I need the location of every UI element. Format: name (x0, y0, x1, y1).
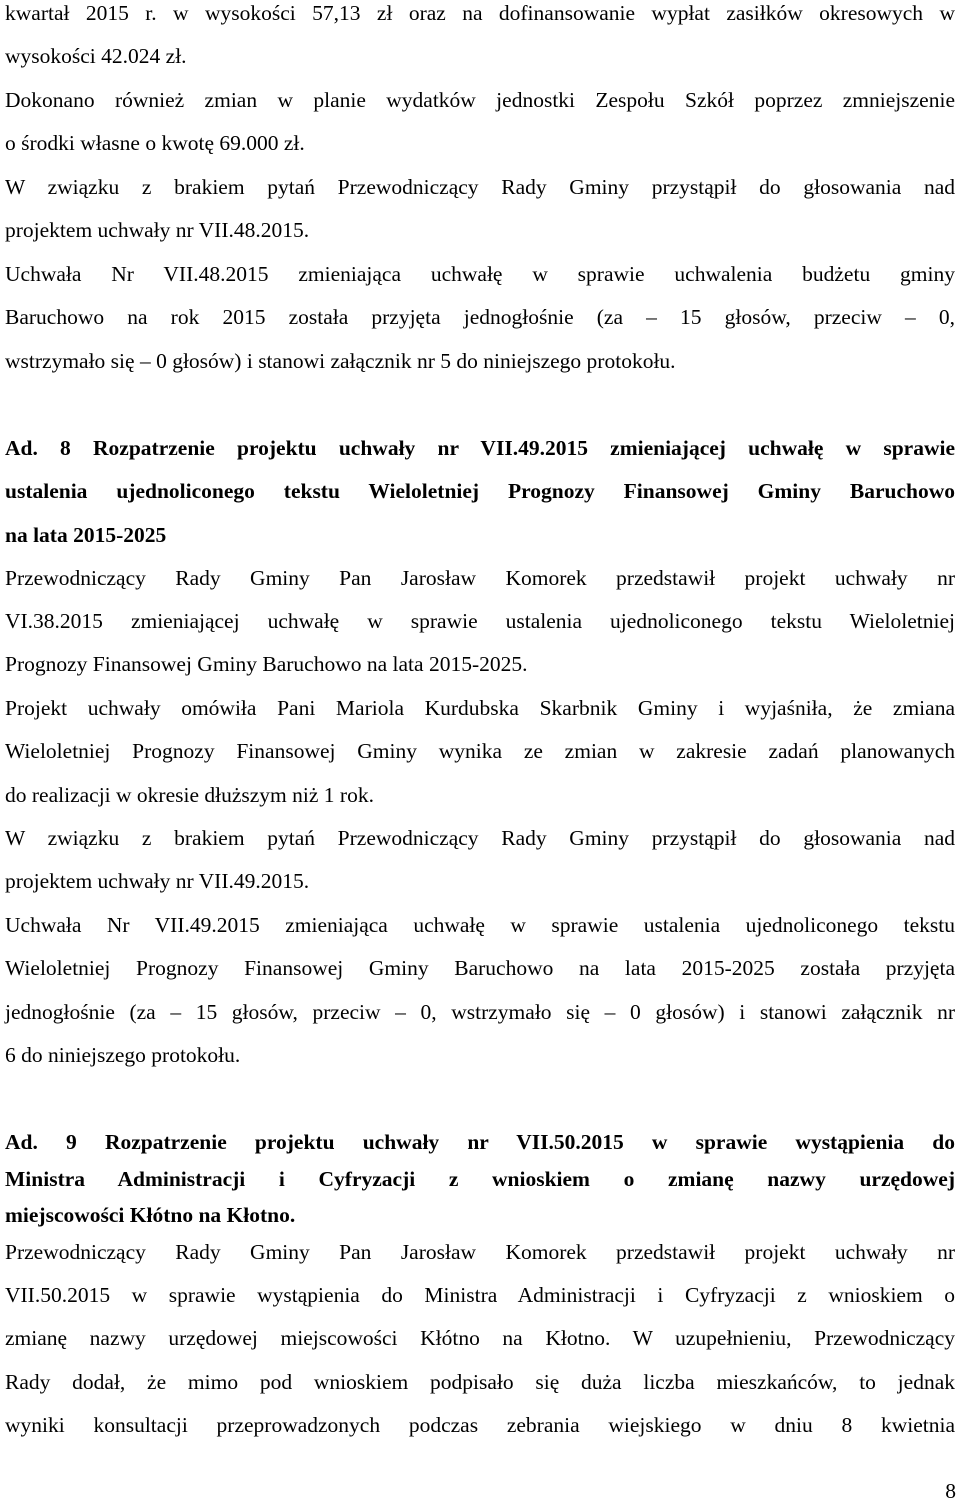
body-text-line: Przewodniczący Rady Gminy Pan Jarosław Komorek przedstawił projekt uchwały nr (5, 566, 955, 590)
body-text-line: Rady dodał, że mimo pod wnioskiem podpisało się duża liczba mieszkańców, to jednak (5, 1370, 955, 1394)
body-text-line: W związku z brakiem pytań Przewodniczący Rady Gminy przystąpił do głosowania nad (5, 826, 955, 850)
body-text-line: do realizacji w okresie dłuższym niż 1 rok. (5, 783, 374, 807)
body-text-line: wyniki konsultacji przeprowadzonych podczas zebrania wiejskiego w dniu 8 kwietnia (5, 1413, 955, 1437)
body-text-line: wysokości 42.024 zł. (5, 44, 187, 68)
body-text-line: o środki własne o kwotę 69.000 zł. (5, 131, 305, 155)
body-text-line: Prognozy Finansowej Gminy Baruchowo na lata 2015-2025. (5, 652, 528, 676)
body-text-line: VII.50.2015 w sprawie wystąpienia do Ministra Administracji i Cyfryzacji z wnioskiem o (5, 1283, 955, 1307)
body-text-line: Projekt uchwały omówiła Pani Mariola Kurdubska Skarbnik Gminy i wyjaśniła, że zmiana (5, 696, 955, 720)
body-text-line: Baruchowo na rok 2015 została przyjęta jednogłośnie (za – 15 głosów, przeciw – 0, (5, 305, 955, 329)
body-text-line: Wieloletniej Prognozy Finansowej Gminy wynika ze zmian w zakresie zadań planowanych (5, 739, 955, 763)
section-heading-line: Ad. 8 Rozpatrzenie projektu uchwały nr VII.49.2015 zmieniającej uchwałę w sprawie (5, 436, 955, 460)
body-text-line: Uchwała Nr VII.49.2015 zmieniająca uchwałę w sprawie ustalenia ujednoliconego tekstu (5, 913, 955, 937)
body-text-line: 6 do niniejszego protokołu. (5, 1043, 241, 1067)
body-text-line: projektem uchwały nr VII.48.2015. (5, 218, 310, 242)
section-heading-line: miejscowości Kłótno na Kłotno. (5, 1203, 296, 1227)
body-text-line: projektem uchwały nr VII.49.2015. (5, 869, 310, 893)
body-text-line: W związku z brakiem pytań Przewodniczący Rady Gminy przystąpił do głosowania nad (5, 175, 955, 199)
page-number: 8 (945, 1479, 956, 1503)
section-heading-line: Ministra Administracji i Cyfryzacji z wnioskiem o zmianę nazwy urzędowej (5, 1167, 955, 1191)
body-text-line: Dokonano również zmian w planie wydatków jednostki Zespołu Szkół poprzez zmniejszenie (5, 88, 955, 112)
body-text-line: Przewodniczący Rady Gminy Pan Jarosław Komorek przedstawił projekt uchwały nr (5, 1240, 955, 1264)
body-text-line: VI.38.2015 zmieniającej uchwałę w sprawie ustalenia ujednoliconego tekstu Wieloletniej (5, 609, 955, 633)
body-text-line: wstrzymało się – 0 głosów) i stanowi załącznik nr 5 do niniejszego protokołu. (5, 349, 676, 373)
section-heading-line: na lata 2015-2025 (5, 523, 167, 547)
section-heading-line: Ad. 9 Rozpatrzenie projektu uchwały nr VII.50.2015 w sprawie wystąpienia do (5, 1130, 955, 1154)
body-text-line: zmianę nazwy urzędowej miejscowości Kłótno na Kłotno. W uzupełnieniu, Przewodniczący (5, 1326, 955, 1350)
body-text-line: jednogłośnie (za – 15 głosów, przeciw – 0, wstrzymało się – 0 głosów) i stanowi załącznik nr (5, 1000, 955, 1024)
section-heading-line: ustalenia ujednoliconego tekstu Wieloletniej Prognozy Finansowej Gminy Baruchowo (5, 479, 955, 503)
body-text-line: Wieloletniej Prognozy Finansowej Gminy Baruchowo na lata 2015-2025 została przyjęta (5, 956, 955, 980)
body-text-line: kwartał 2015 r. w wysokości 57,13 zł oraz na dofinansowanie wypłat zasiłków okresowych w (5, 1, 955, 25)
body-text-line: Uchwała Nr VII.48.2015 zmieniająca uchwałę w sprawie uchwalenia budżetu gminy (5, 262, 955, 286)
